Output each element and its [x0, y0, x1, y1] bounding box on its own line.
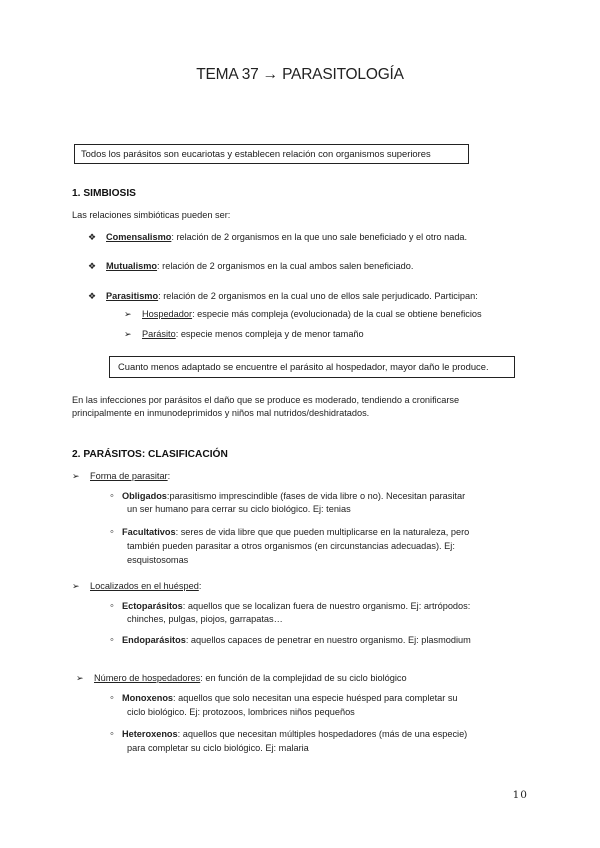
diamond-bullet-icon: ❖	[88, 291, 97, 301]
group-localizados: ➢ Localizados en el huésped:	[72, 581, 202, 591]
diamond-bullet-icon: ❖	[88, 261, 97, 271]
entry-obligados-line-2: un ser humano para cerrar su ciclo biológico. Ej: tenias	[127, 504, 351, 514]
arrow-bullet-icon: ➢	[76, 673, 84, 683]
diamond-bullet-icon: ❖	[88, 232, 97, 242]
list-item-comensalismo: ❖ Comensalismo: relación de 2 organismos en la que uno sale beneficiado y el otro nada.	[88, 232, 468, 242]
entry-facultativos: ◦ Facultativos: seres de vida libre que que pueden multiplicarse en la naturaleza, pero	[110, 526, 470, 538]
arrow-bullet-icon: ➢	[72, 581, 80, 591]
entry-heteroxenos-line-2: para completar su ciclo biológico. Ej: malaria	[127, 743, 309, 753]
entry-obligados: ◦ Obligados:parasitismo imprescindible (fases de vida libre o no). Necesitan parasitar	[110, 490, 466, 502]
entry-endoparasitos: ◦ Endoparásitos: aquellos capaces de penetrar en nuestro organismo. Ej: plasmodium	[110, 634, 471, 646]
note-box: Cuanto menos adaptado se encuentre el parásito al hospedador, mayor daño le produce.	[109, 356, 515, 378]
group-numero-hospedadores: ➢ Número de hospedadores: en función de la complejidad de su ciclo biológico	[76, 673, 407, 683]
page-number: 10	[512, 789, 528, 801]
entry-heteroxenos: ◦ Heteroxenos: aquellos que necesitan múltiples hospedadores (más de una especie)	[110, 728, 468, 740]
list-item-mutualismo: ❖ Mutualismo: relación de 2 organismos en la cual ambos salen beneficiado.	[88, 261, 414, 271]
paragraph-line-2: principalmente en inmunodeprimidos y niños mal nutridos/deshidratados.	[72, 408, 370, 418]
entry-facultativos-line-3: esquistosomas	[127, 555, 189, 565]
entry-ectoparasitos: ◦ Ectoparásitos: aquellos que se localizan fuera de nuestro organismo. Ej: artrópodos:	[110, 600, 471, 612]
entry-facultativos-line-2: también pueden parasitar a otros organismos (en circunstancias adecuadas). Ej:	[127, 541, 455, 551]
arrow-bullet-icon: ➢	[124, 309, 132, 319]
section-heading-clasificacion: 2. PARÁSITOS: CLASIFICACIÓN	[72, 449, 228, 460]
entry-ectoparasitos-line-2: chinches, pulgas, piojos, garrapatas…	[127, 614, 283, 624]
arrow-bullet-icon: ➢	[72, 471, 80, 481]
entry-monoxenos-line-2: ciclo biológico. Ej: protozoos, lombrices niños pequeños	[127, 707, 355, 717]
page-title: TEMA 37 → PARASITOLOGÍA	[196, 66, 404, 83]
sub-item-parasito: ➢ Parásito: especie menos compleja y de menor tamaño	[124, 329, 364, 339]
intro-box: Todos los parásitos son eucariotas y establecen relación con organismos superiores	[74, 144, 469, 164]
list-item-parasitismo: ❖ Parasitismo: relación de 2 organismos en la cual uno de ellos sale perjudicado. Participan:	[88, 291, 478, 301]
sub-item-hospedador: ➢ Hospedador: especie más compleja (evolucionada) de la cual se obtiene beneficios	[124, 309, 482, 319]
group-forma-parasitar: ➢ Forma de parasitar:	[72, 471, 171, 481]
section-lead: Las relaciones simbióticas pueden ser:	[72, 210, 231, 220]
section-heading-simbiosis: 1. SIMBIOSIS	[72, 188, 136, 199]
paragraph-line-1: En las infecciones por parásitos el daño que se produce es moderado, tendiendo a cronificarse	[72, 395, 460, 405]
entry-monoxenos: ◦ Monoxenos: aquellos que solo necesitan una especie huésped para completar su	[110, 692, 458, 704]
arrow-bullet-icon: ➢	[124, 329, 132, 339]
